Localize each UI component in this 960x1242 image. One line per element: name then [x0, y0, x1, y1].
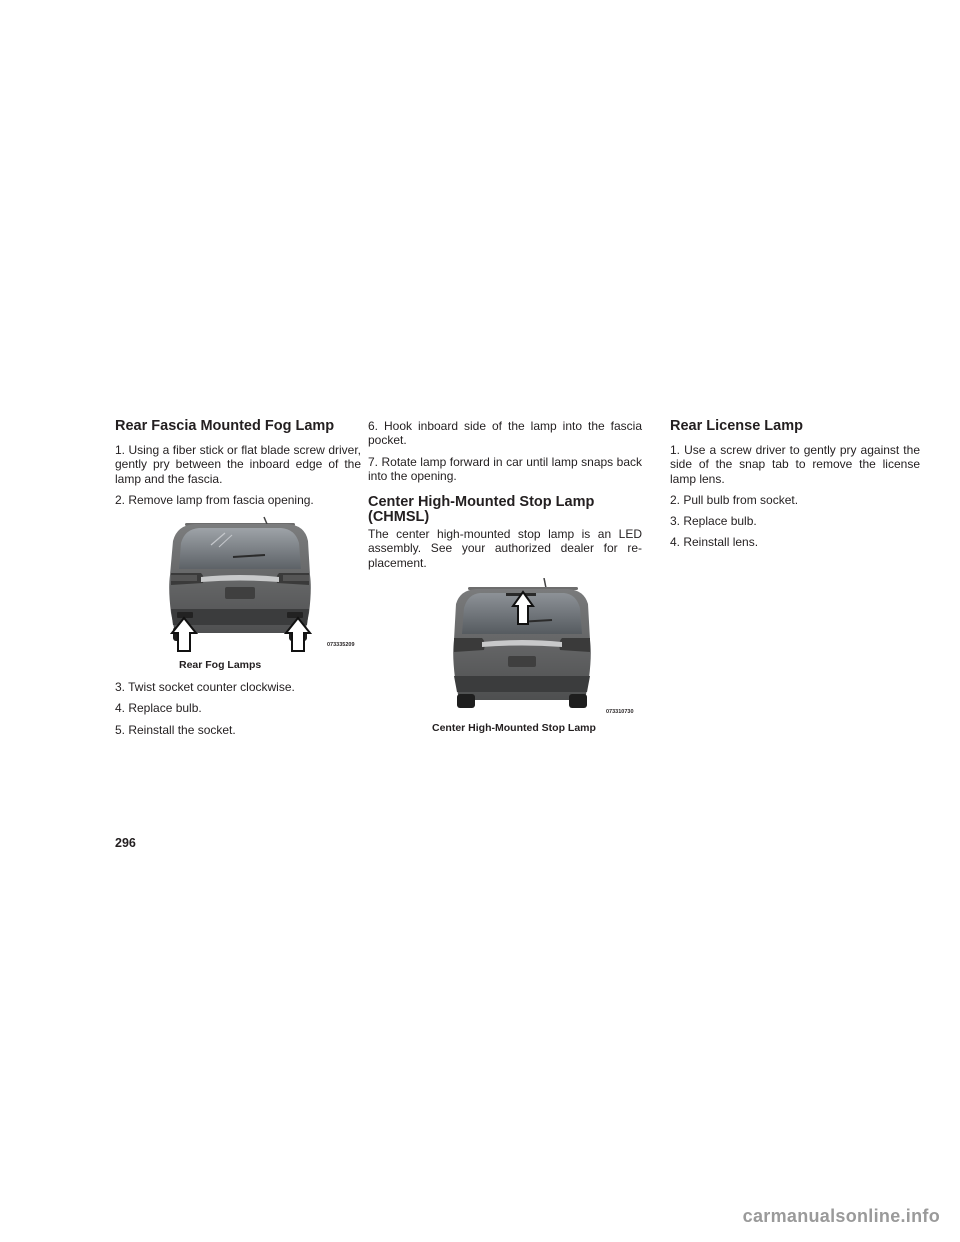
license-step-2: 2. Pull bulb from socket. — [670, 492, 799, 507]
section-heading-chmsl: Center High-Mounted Stop Lamp (CHMSL) — [368, 494, 595, 526]
column-license-lamp — [670, 419, 920, 557]
column-chmsl — [368, 419, 642, 743]
fog-step-4: 4. Replace bulb. — [115, 701, 202, 716]
fog-step-2: 2. Remove lamp from fascia opening. — [115, 492, 314, 507]
fog-step-7: 7. Rotate lamp forward in car until lamp snaps back into the opening. — [368, 454, 642, 483]
fog-step-5: 5. Reinstall the socket. — [115, 722, 236, 737]
rear-fog-lamps-illustration — [115, 515, 361, 657]
fog-step-3: 3. Twist socket counter clockwise. — [115, 680, 295, 695]
fog-step-1: 1. Using a fiber stick or flat blade screw driver, gently pry between the inboard edge of the lamp and the fascia. — [115, 443, 361, 486]
figure-id-chmsl: 073310730 — [606, 709, 634, 716]
chmsl-body: The center high-mounted stop lamp is an LED assembly. See your authorized dealer for re-placement. — [368, 527, 642, 570]
section-heading-fog-lamp: Rear Fascia Mounted Fog Lamp — [115, 418, 335, 434]
figure-caption-chmsl: Center High-Mounted Stop Lamp — [432, 722, 596, 735]
watermark-text: carmanualsonline.info — [742, 1206, 940, 1226]
page-number: 296 — [115, 836, 136, 850]
column-fog-lamp — [115, 419, 361, 744]
fog-step-6: 6. Hook inboard side of the lamp into the fascia pocket. — [368, 419, 642, 448]
license-step-3: 3. Replace bulb. — [670, 514, 757, 529]
license-step-1: 1. Use a screw driver to gently pry against the side of the snap tab to remove the license lamp lens. — [670, 443, 920, 486]
figure-id-fog: 073335209 — [327, 642, 355, 649]
figure-caption-fog: Rear Fog Lamps — [179, 659, 262, 672]
figure-rear-fog-lamps — [115, 515, 361, 671]
chmsl-illustration — [368, 578, 642, 720]
license-step-4: 4. Reinstall lens. — [670, 535, 759, 550]
section-heading-license-lamp: Rear License Lamp — [670, 418, 803, 434]
figure-chmsl — [368, 578, 642, 734]
